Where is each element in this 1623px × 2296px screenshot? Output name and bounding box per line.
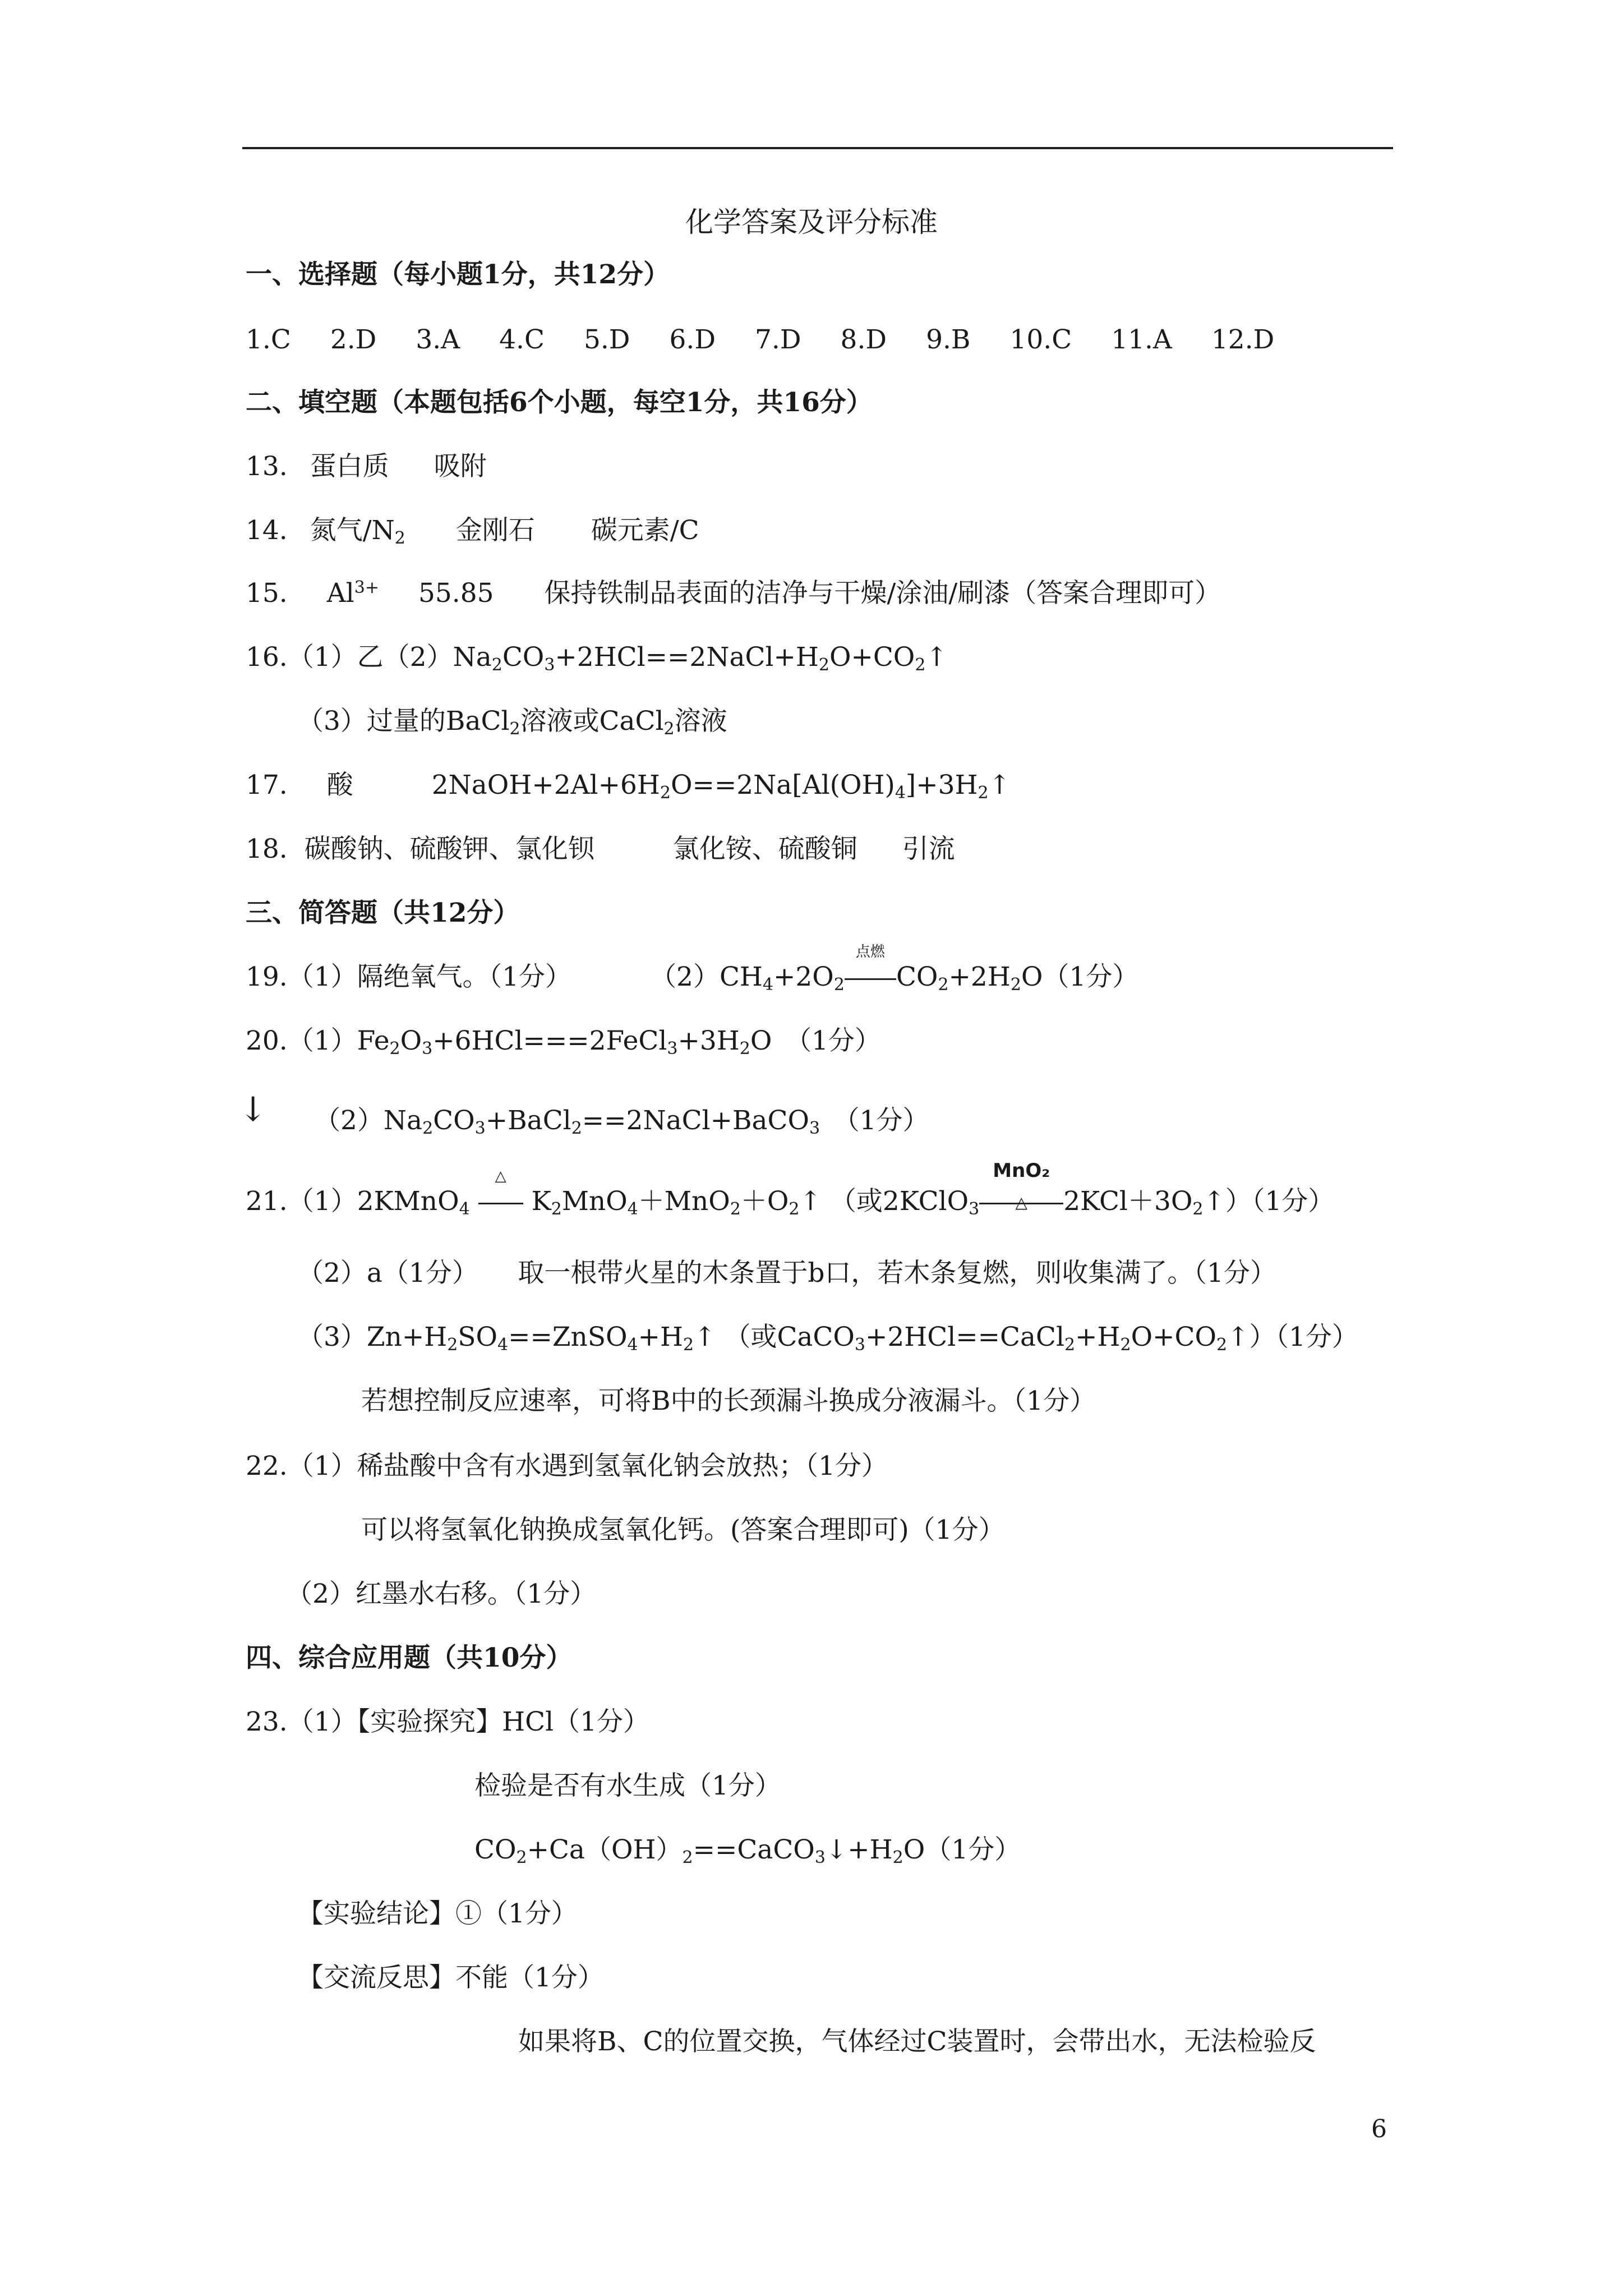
choice-answer: 1.C (246, 324, 291, 355)
section-heading-2: 二、填空题（本题包括6个小题，每空1分，共16分） (246, 387, 873, 418)
choice-answer: 11.A (1111, 324, 1172, 355)
answer-22-1: 22.（1）稀盐酸中含有水遇到氢氧化钠会放热；（1分） (246, 1451, 888, 1481)
page-number: 6 (1371, 2115, 1387, 2143)
choice-answer: 10.C (1009, 324, 1072, 355)
answer-17: 17. 酸 $2NaOH+2Al+6H_2O==2Na[Al(OH)_4]+3H_2↑$ (246, 770, 1011, 803)
answer-21-1: 21.（1）2KMnO$_4$ △ $K_2MnO_4+MnO_2+O_2↑$ （或2KClO$_3$ MnO₂ △ $2KCl+3O_2↑)(1$分） (246, 1159, 1335, 1219)
answer-23-4: 【实验结论】①（1分） (297, 1898, 578, 1929)
answer-21-2: （2）a（1分） 取一根带火星的木条置于b口，若木条复燃，则收集满了。（1分） (297, 1258, 1276, 1289)
choice-answer: 9.B (926, 324, 971, 355)
section-heading-3: 三、简答题（共12分） (246, 898, 520, 928)
answer-23-1: 23.（1）【实验探究】HCl（1分） (246, 1706, 650, 1737)
choice-answer: 4.C (499, 324, 545, 355)
answer-22-2: 可以将氢氧化钠换成氢氧化钙。(答案合理即可)（1分） (361, 1515, 1005, 1545)
choice-answer: 7.D (755, 324, 801, 355)
answer-20-1: $20.(1)Fe_2O_3+6HCl===2FeCl_3+3H_2O$ （1分） (246, 1025, 881, 1059)
choice-answer: 12.D (1211, 324, 1275, 355)
down-arrow-icon: ↓ (239, 1090, 268, 1129)
choice-answer: 5.D (583, 324, 630, 355)
choice-answer: 8.D (840, 324, 887, 355)
answer-15: 15. $Al^{3+}$ 55.85 保持铁制品表面的洁净与干燥/涂油/刷漆（答案合理即可） (246, 578, 1221, 609)
answer-13: 13. 蛋白质 吸附 (246, 451, 487, 482)
answer-23-5: 【交流反思】不能（1分） (297, 1962, 604, 1993)
answer-23-2: 检验是否有水生成（1分） (474, 1770, 781, 1801)
answer-16: 16.（1）乙$(2)Na_2CO_3+2HCl==2NaCl+H_2O+CO_2↑$ (246, 642, 948, 675)
answer-19: 19.（1）隔绝氧气。（1分） $(2)CH_4+2O_2$ 点燃 $CO_2+2H_2O(1$分） (246, 944, 1139, 995)
choice-answer: 2.D (330, 324, 377, 355)
section-heading-4: 四、综合应用题（共10分） (246, 1642, 573, 1673)
answer-18: 18. 碳酸钠、硫酸钾、氯化钡 氯化铵、硫酸铜 引流 (246, 834, 955, 864)
header-rule (242, 147, 1393, 149)
page-title: 化学答案及评分标准 (685, 206, 938, 238)
choice-answer: 3.A (416, 324, 460, 355)
choice-answer: 6.D (669, 324, 716, 355)
answer-16-3: （3）过量的BaCl$_2$溶液或CaCl$_2$溶液 (297, 706, 727, 739)
answer-23-6: 如果将B、C的位置交换，气体经过C装置时，会带出水，无法检验反 (518, 2026, 1316, 2057)
answer-23-3: $CO_2+Ca(OH)_2==CaCO_3↓+H_2O(1$分） (474, 1834, 1021, 1867)
answer-20-2: $(2)Na_2CO_3+BaCl_2==2NaCl+BaCO_3$ （1分） (314, 1105, 929, 1138)
answer-21-3: $(3)Zn+H_2SO_4==ZnSO_4+H_2↑$ （或$CaCO_3+2HCl==CaCl_2+H_2O+CO_2↑)(1$分） (297, 1322, 1358, 1355)
section-heading-1: 一、选择题（每小题1分，共12分） (246, 259, 670, 290)
answer-22-3: （2）红墨水右移。（1分） (286, 1579, 597, 1609)
choice-answers (246, 322, 1313, 358)
answer-14: 14. 氮气$/N_2$ 金刚石 碳元素/C (246, 515, 699, 548)
answer-21-4: 若想控制反应速率，可将B中的长颈漏斗换成分液漏斗。（1分） (361, 1386, 1096, 1416)
